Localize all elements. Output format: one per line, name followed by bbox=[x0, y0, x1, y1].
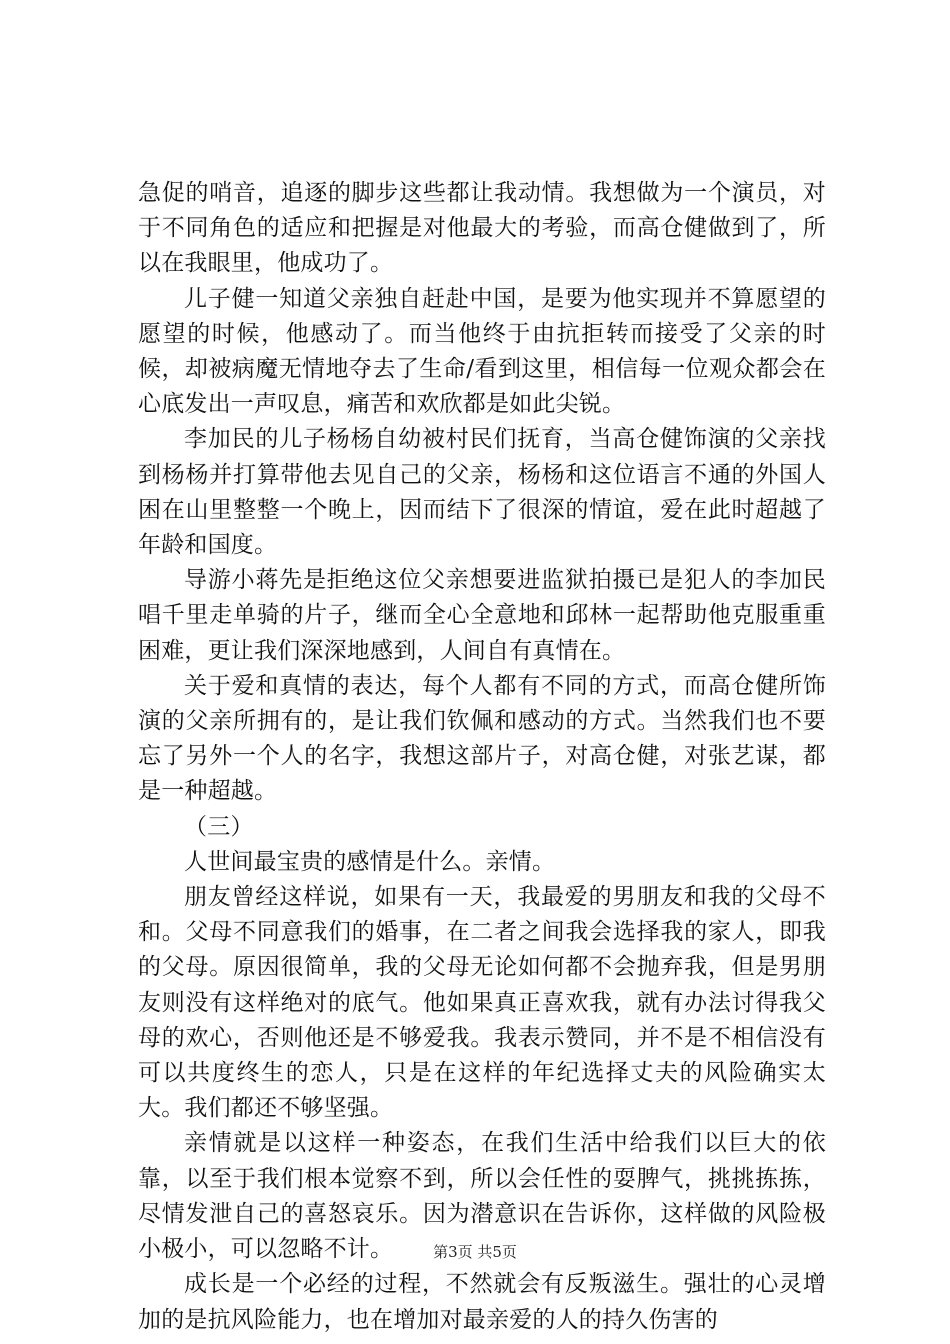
paragraph-5: 关于爱和真情的表达，每个人都有不同的方式，而高仓健所饰演的父亲所拥有的，是让我们钦佩和感动的方式。当然我们也不要忘了另外一个人的名字，我想这部片子，对高仓健，对张艺谋，都是一种超越。 bbox=[138, 672, 826, 805]
paragraph-8: 朋友曾经这样说，如果有一天，我最爱的男朋友和我的父母不和。父母不同意我们的婚事，在二者之间我会选择我的家人，即我的父母。原因很简单，我的父母无论如何都不会抛弃我，但是男朋友则没有这样绝对的底气。他如果真正喜欢我，就有办法讨得我父母的欢心，否则他还是不够爱我。我表示赞同，并不是不相信没有可以共度终生的恋人，只是在这样的年纪选择丈夫的风险确实太大。我们都还不够坚强。 bbox=[138, 884, 826, 1122]
paragraph-4: 导游小蒋先是拒绝这位父亲想要进监狱拍摄已是犯人的李加民唱千里走单骑的片子，继而全心全意地和邱林一起帮助他克服重重困难，更让我们深深地感到，人间自有真情在。 bbox=[138, 567, 826, 664]
paragraph-10: 成长是一个必经的过程，不然就会有反叛滋生。强壮的心灵增加的是抗风险能力，也在增加对最亲爱的人的持久伤害的 bbox=[138, 1271, 826, 1333]
section-heading: （三） bbox=[184, 813, 254, 840]
document-body bbox=[138, 176, 826, 1338]
paragraph-7: 人世间最宝贵的感情是什么。亲情。 bbox=[184, 848, 556, 875]
page-footer: 第3页 共5页 bbox=[433, 1243, 517, 1261]
paragraph-3: 李加民的儿子杨杨自幼被村民们抚育，当高仓健饰演的父亲找到杨杨并打算带他去见自己的父亲，杨杨和这位语言不通的外国人困在山里整整一个晚上，因而结下了很深的情谊，爱在此时超越了年龄和国度。 bbox=[138, 426, 826, 559]
paragraph-9: 亲情就是以这样一种姿态，在我们生活中给我们以巨大的依靠，以至于我们根本觉察不到，所以会任性的耍脾气，挑挑拣拣，尽情发泄自己的喜怒哀乐。因为潜意识在告诉你，这样做的风险极小极小，可以忽略不计。 bbox=[138, 1130, 826, 1263]
paragraph-2: 儿子健一知道父亲独自赶赴中国，是要为他实现并不算愿望的愿望的时候，他感动了。而当他终于由抗拒转而接受了父亲的时候，却被病魔无情地夺去了生命/看到这里，相信每一位观众都会在心底发出一声叹息，痛苦和欢欣都是如此尖锐。 bbox=[138, 285, 826, 418]
paragraph-1: 急促的哨音，追逐的脚步这些都让我动情。我想做为一个演员，对于不同角色的适应和把握是对他最大的考验，而高仓健做到了，所以在我眼里，他成功了。 bbox=[138, 180, 826, 277]
